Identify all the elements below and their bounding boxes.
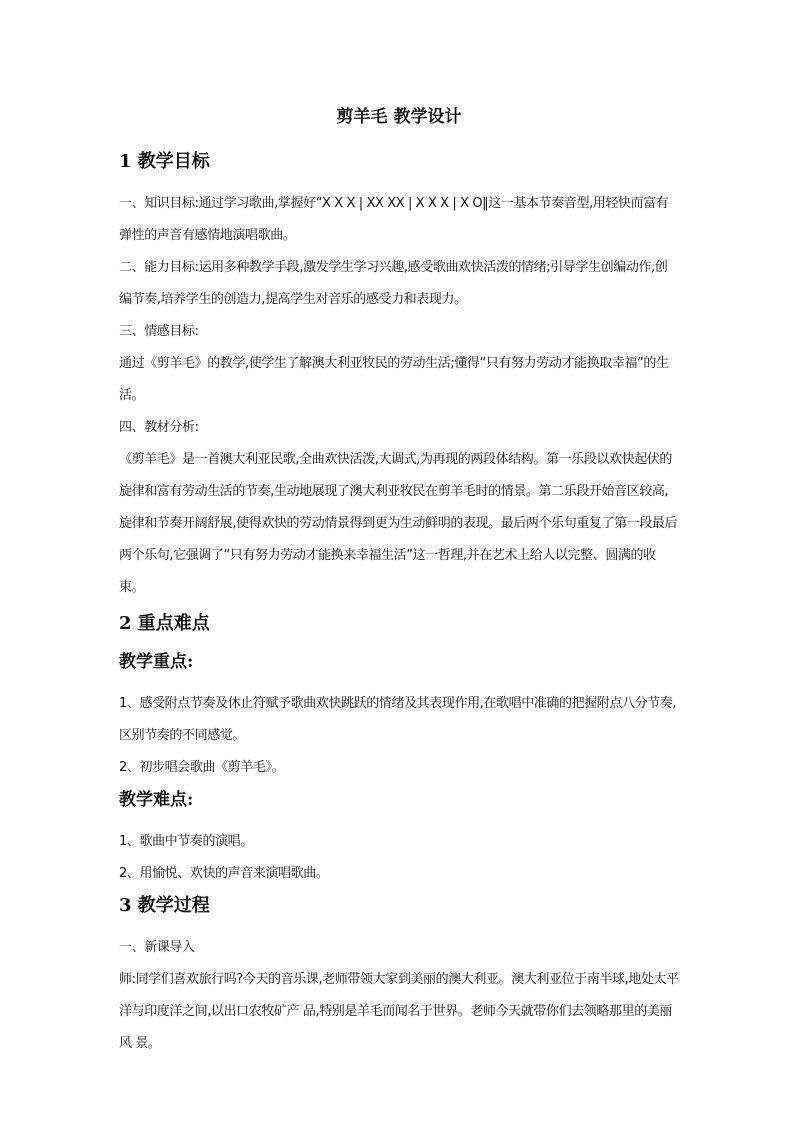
paragraph-material-analysis-label: 四、教材分析: — [119, 420, 199, 435]
document-title: 剪羊毛 教学设计 — [336, 107, 462, 127]
paragraph-ability-goal: 二、能力目标:运用多种教学手段,激发学生学习兴趣,感受歌曲欢快活泼的情绪;引导学生创编动作,创编节奏,培养学生的创造力,提高学生对音乐的感受力和表现力。 — [119, 260, 668, 307]
paragraph-knowledge-goal: 一、知识目标:通过学习歌曲,掌握好“X X X | XX XX | X X X | X O‖这一基本节奏音型,用轻快而富有弹性的声音有感情地演唱歌曲。 — [119, 196, 669, 243]
paragraph-focus-1: 1、感受附点节奏及休止符赋予歌曲欢快跳跃的情绪及其表现作用,在歌唱中准确的把握附点八分节奏,区别节奏的不同感觉。 — [119, 696, 677, 743]
paragraph-emotion-goal: 通过《剪羊毛》的教学,使学生了解澳大利亚牧民的劳动生活;懂得“只有努力劳动才能换取幸福”的生活。 — [119, 356, 669, 403]
paragraph-intro-text: 师:同学们喜欢旅行吗?今天的音乐课,老师带领大家到美丽的澳大利亚。澳大利亚位于南半球,地处太平洋与印度洋之间,以出口农牧矿产 品,特别是羊毛而闻名于世界。老师今天就带你们去领略那里的美丽风 景。 — [119, 972, 679, 1051]
section-heading-key-points: 2 重点难点 — [119, 613, 210, 634]
paragraph-intro-label: 一、新课导入 — [119, 940, 195, 955]
paragraph-difficulty-2: 2、用愉悦、欢快的声音来演唱歌曲。 — [119, 866, 329, 881]
paragraph-difficulty-1: 1、歌曲中节奏的演唱。 — [119, 834, 253, 849]
section-heading-objectives: 1 教学目标 — [119, 151, 210, 172]
subsection-heading-focus: 教学重点: — [119, 652, 194, 672]
section-heading-process: 3 教学过程 — [119, 895, 210, 916]
paragraph-emotion-goal-label: 三、情感目标: — [119, 324, 199, 339]
paragraph-focus-2: 2、初步唱会歌曲《剪羊毛》。 — [119, 760, 285, 775]
paragraph-material-analysis: 《剪羊毛》是一首澳大利亚民歌,全曲欢快活泼,大调式,为再现的两段体结构。第一乐段以欢快起伏的旋律和富有劳动生活的节奏,生动地展现了澳大利亚牧民在剪羊毛时的情景。第二乐段开始音区较高,旋律和节奏开阔舒展,使得欢快的劳动情景得到更为生动鲜明的表现。最后两个乐句重复了第一段最后两个乐句,它强调了“只有努力劳动才能换来幸福生活”这一哲理,并在艺术上给人以完整、圆满的收束。 — [119, 452, 678, 595]
subsection-heading-difficulty: 教学难点: — [119, 790, 194, 810]
document-page — [119, 100, 679, 1060]
